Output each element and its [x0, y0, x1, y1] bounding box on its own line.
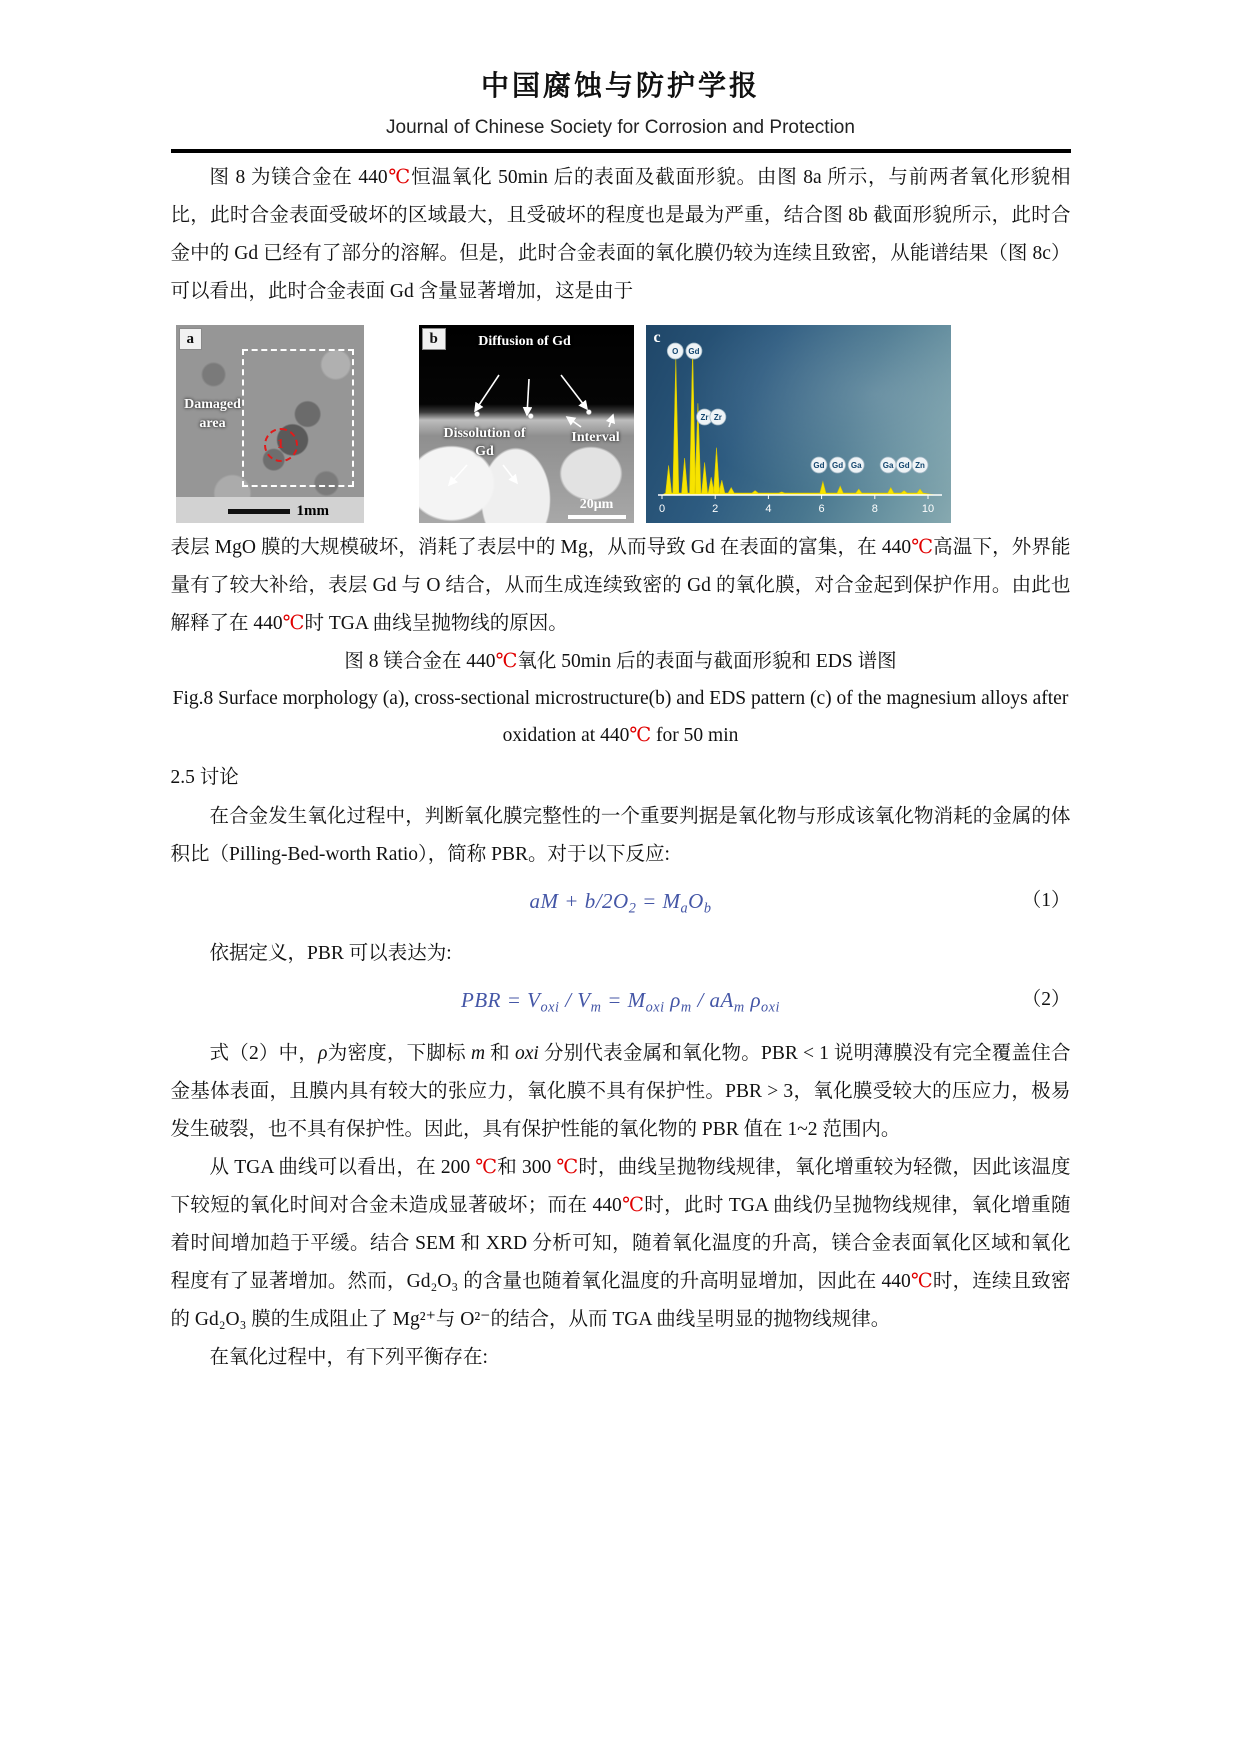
- paragraph-4: 式（2）中，ρ为密度，下脚标 m 和 oxi 分别代表金属和氧化物。PBR < 1 说明薄膜没有完全覆盖住合金基体表面，且膜内具有较大的张应力，氧化膜不具有保护性。PBR > 3，氧化膜受较大的压应力，极易发生破裂，也不具有保护性。因此，具有保护性能的氧化物的 PBR 值在 1~2 范围内。: [170, 1042, 1071, 1140]
- interval-label: Interval: [571, 430, 620, 445]
- damaged-spot-circle: 1: [264, 428, 298, 462]
- equation-2: [171, 979, 1071, 1028]
- diffusion-of-gd-label: Diffusion of Gd: [478, 334, 571, 349]
- panel-a-label: a: [179, 328, 203, 350]
- paragraph-1: 图 8 为镁合金在 440℃恒温氧化 50min 后的表面及截面形貌。由图 8a 所示，与前两者氧化形貌相比，此时合金表面受破坏的区域最大，且受破坏的程度也是最为严重，结合图 8b 截面形貌所示，此时合金中的 Gd 已经有了部分的溶解。但是，此时合金表面的氧化膜仍较为连续且致密，从能谱结果（图 8c）可以看出，此时合金表面 Gd 含量显著增加，这是由于: [170, 167, 1071, 302]
- figure-caption-en: Fig.8 Surface morphology (a), cross-sectional microstructure(b) and EDS pattern (c) of the magnesium alloys after oxidation at 440℃ for 50 min: [172, 688, 1069, 746]
- svg-text:Zn: Zn: [914, 461, 925, 470]
- svg-text:O: O: [671, 347, 678, 356]
- scale-bar-a-line: [228, 509, 290, 514]
- scale-bar-a-text: 1mm: [296, 503, 329, 519]
- paragraph-5: 从 TGA 曲线可以看出，在 200 ℃和 300 ℃时，曲线呈抛物线规律，氧化增重较为轻微，因此该温度下较短的氧化时间对合金未造成显著破坏；而在 440℃时，此时 TGA 曲线仍呈抛物线规律，氧化增重随着时间增加趋于平缓。结合 SEM 和 XRD 分析可知，随着氧化温度的升高，镁合金表面氧化区域和氧化程度有了显著增加。然而，Gd₂O₃ 的含量也随着氧化温度的升高明显增加，因此在 440℃时，连续且致密的 Gd₂O₃ 膜的生成阻止了 Mg²⁺与 O²⁻的结合，从而 TGA 曲线呈明显的抛物线规律。: [170, 1156, 1071, 1330]
- svg-text:Ga: Ga: [882, 461, 893, 470]
- equation-1-body: aM + $b/2O_2 = M_aO_b$: [529, 889, 712, 917]
- equation-1: [171, 880, 1071, 929]
- figure-8: [171, 325, 1071, 523]
- scale-bar-a: [228, 503, 330, 520]
- section-heading: 2.5 讨论: [170, 767, 239, 788]
- figure-panels: [176, 325, 1071, 523]
- eds-element-labels: [667, 343, 928, 473]
- svg-text:Gd: Gd: [812, 461, 824, 470]
- svg-text:10: 10: [921, 503, 934, 515]
- damaged-area-label: Damaged area: [184, 397, 241, 431]
- eds-x-ticks: [658, 495, 933, 515]
- paragraph-2: 表层 MgO 膜的大规模破坏，消耗了表层中的 Mg，从而导致 Gd 在表面的富集，在 440℃高温下，外界能量有了较大补给，表层 Gd 与 O 结合，从而生成连续致密的 Gd 的氧化膜，对合金起到保护作用。由此也解释了在 440℃时 TGA 曲线呈抛物线的原因。: [170, 537, 1071, 634]
- svg-text:Gd: Gd: [687, 347, 699, 356]
- figure-panel-c: [646, 325, 951, 523]
- header-rule: [171, 149, 1071, 153]
- damaged-area-box: [242, 349, 354, 487]
- svg-text:Zr: Zr: [713, 413, 722, 422]
- journal-title-en: Journal of Chinese Society for Corrosion and Protection: [386, 117, 855, 138]
- figure-caption-cn: 图 8 镁合金在 440℃氧化 50min 后的表面与截面形貌和 EDS 谱图: [344, 651, 897, 672]
- svg-text:Ga: Ga: [850, 461, 862, 470]
- dissolution-of-gd-label: Dissolution of Gd: [443, 426, 526, 459]
- page-content: [171, 0, 1071, 1377]
- eds-spectrum: [646, 325, 951, 523]
- scale-bar-b-line: [568, 515, 626, 519]
- panel-b-label: b: [422, 328, 446, 350]
- svg-text:Zr: Zr: [700, 413, 709, 422]
- scale-bar-b-text: 20μm: [579, 497, 614, 512]
- equation-2-body: PBR = $V_{oxi} / V_m = M_{oxi}$ $\rho_m / aA_m$ $\rho_{oxi}$: [461, 988, 780, 1016]
- scale-bar-b: [568, 495, 626, 519]
- figure-panel-b: [419, 325, 634, 523]
- paragraph-3: 在合金发生氧化过程中，判断氧化膜完整性的一个重要判据是氧化物与形成该氧化物消耗的金属的体积比（Pilling-Bed-worth Ratio），简称 PBR。对于以下反应:: [170, 806, 1071, 865]
- equation-1-number: （1）: [1021, 890, 1071, 911]
- svg-text:0: 0: [658, 503, 665, 515]
- panel-c-label: c: [653, 329, 661, 346]
- svg-text:4: 4: [764, 503, 771, 515]
- figure-panel-a: [176, 325, 364, 523]
- svg-text:2: 2: [711, 503, 718, 515]
- svg-text:Gd: Gd: [898, 461, 910, 470]
- svg-text:8: 8: [871, 503, 878, 515]
- equation-intro: 依据定义，PBR 可以表达为:: [209, 943, 452, 965]
- panel-b-arrows: [419, 325, 634, 523]
- paragraph-6: 在氧化过程中，有下列平衡存在:: [209, 1346, 488, 1368]
- journal-title-cn: 中国腐蚀与防护学报: [480, 71, 760, 102]
- svg-text:Gd: Gd: [831, 461, 843, 470]
- svg-text:6: 6: [818, 503, 825, 515]
- equation-2-number: （2）: [1021, 989, 1071, 1011]
